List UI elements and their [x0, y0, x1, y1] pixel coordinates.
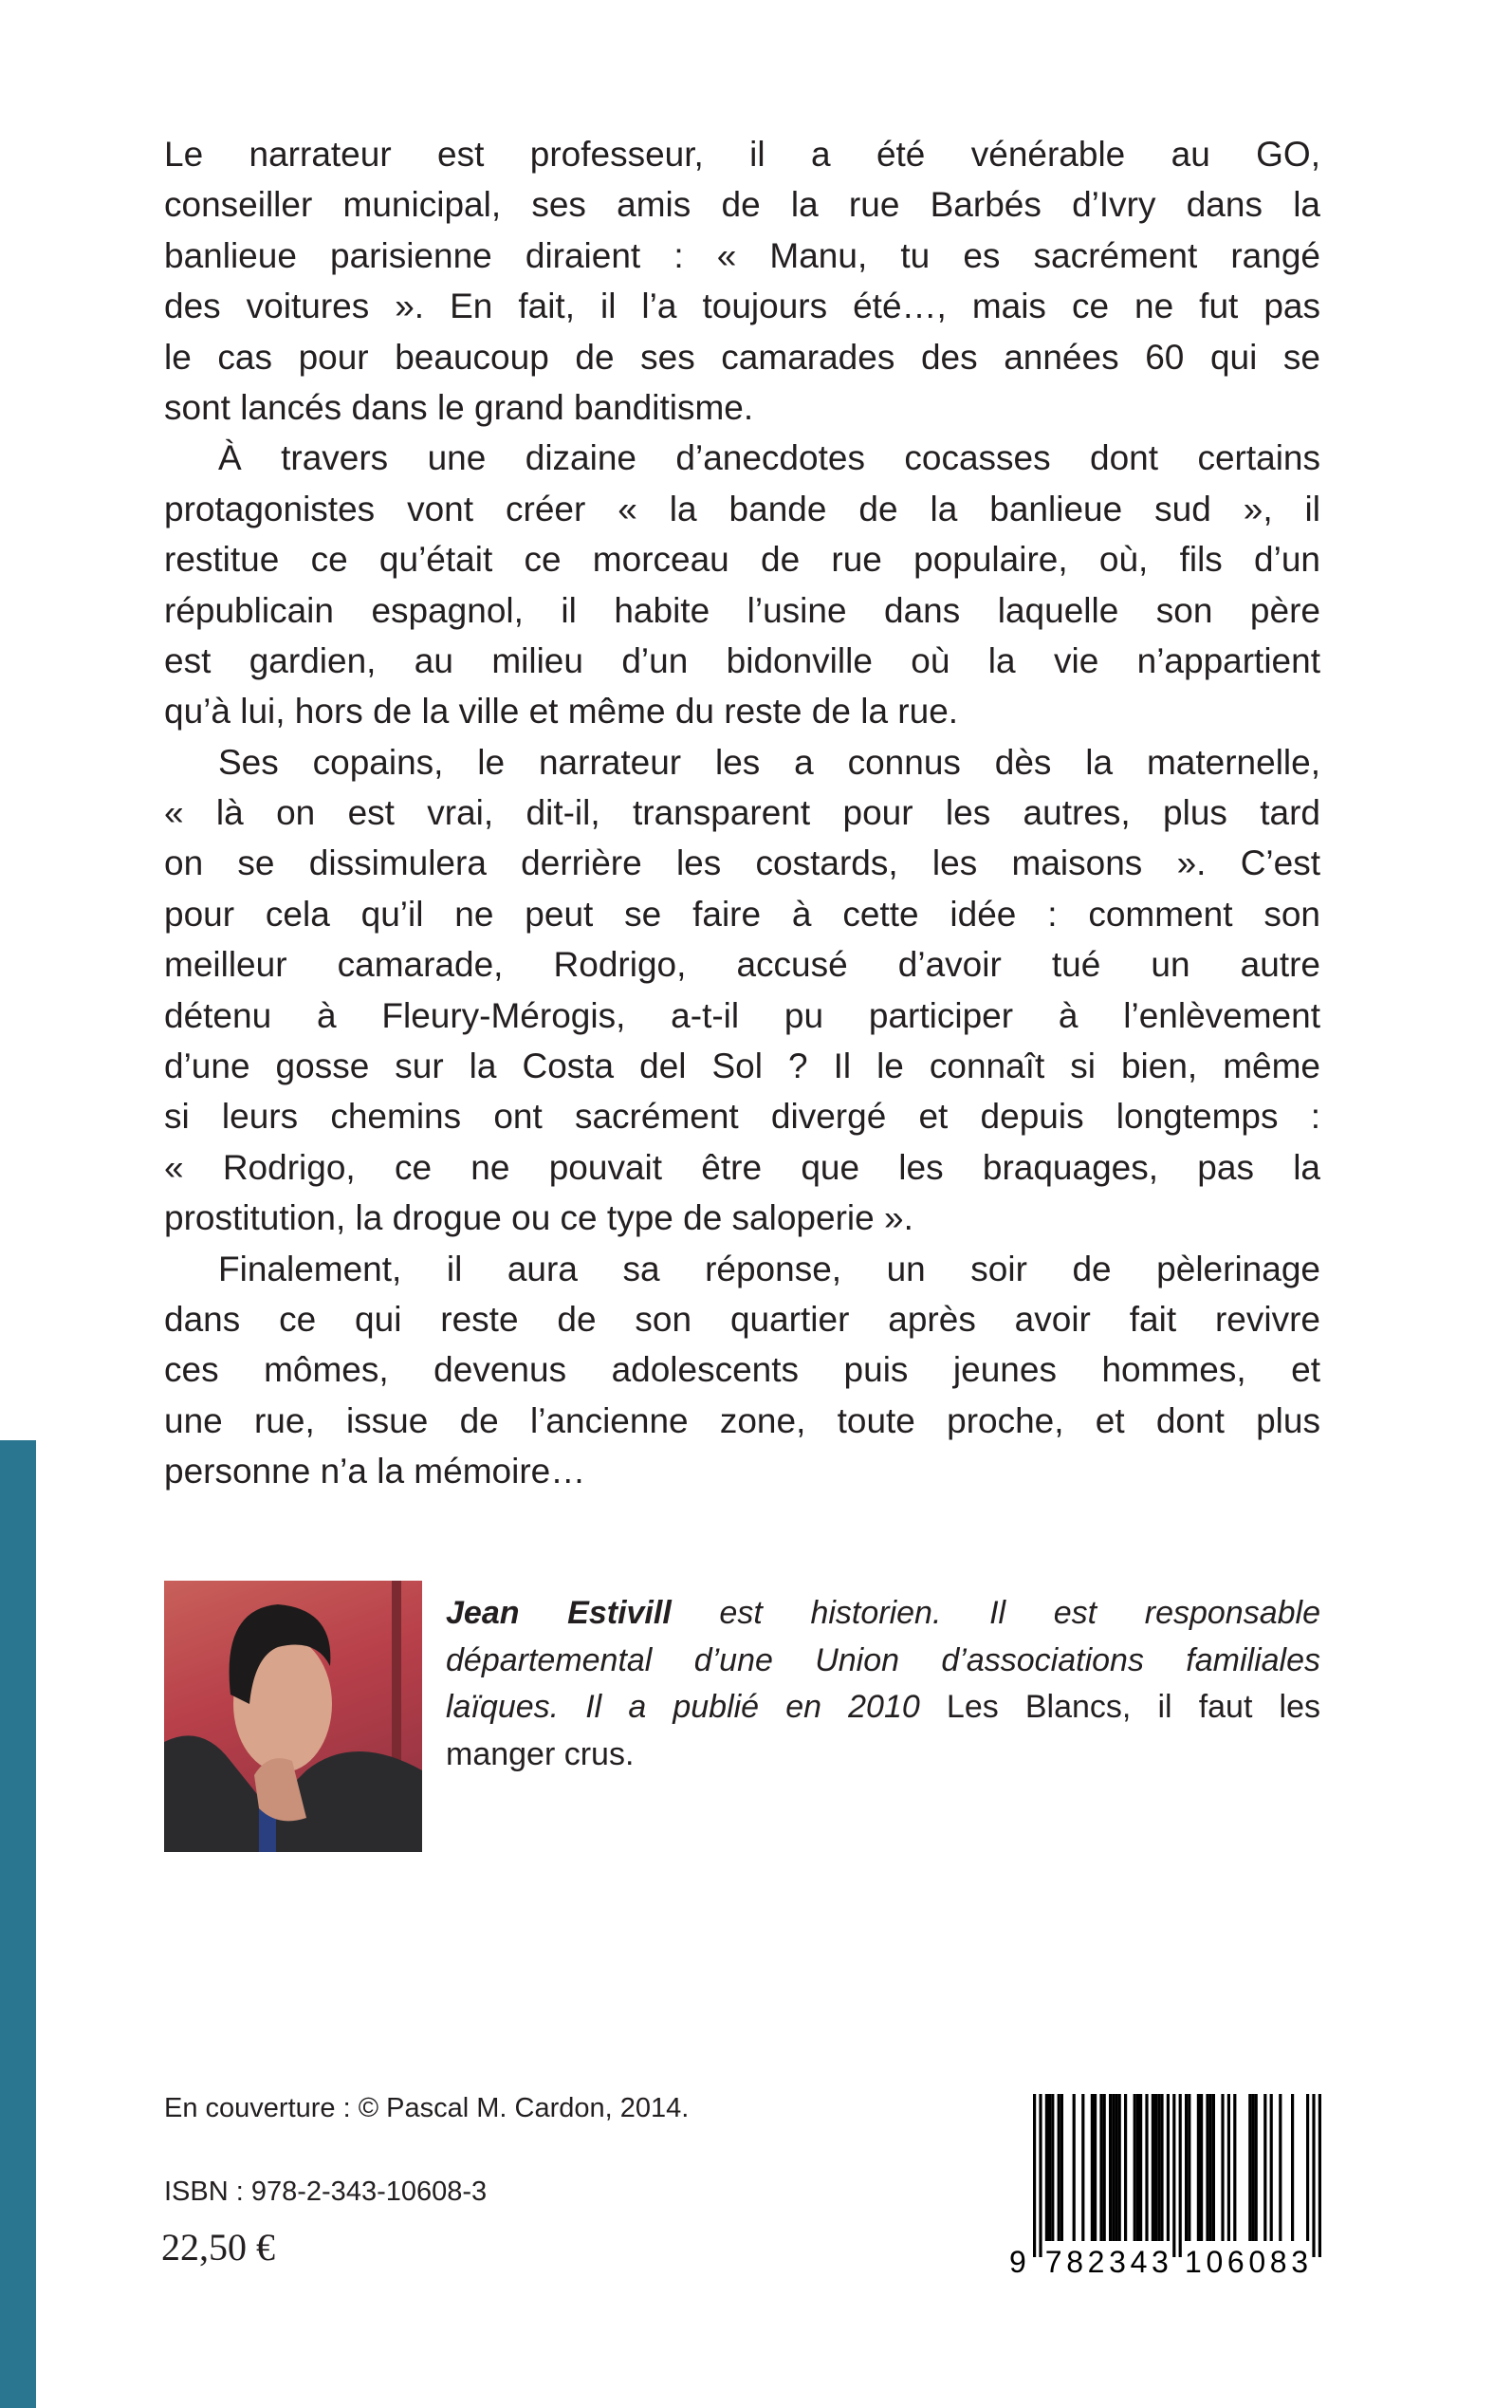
barcode-bar — [1279, 2094, 1282, 2241]
blurb-line: ces mômes, devenus adolescents puis jeunes hommes, et — [164, 1350, 1320, 1390]
barcode-bar — [1318, 2094, 1321, 2257]
back-cover-blurb — [164, 129, 1320, 1497]
barcode-bar — [1039, 2094, 1042, 2257]
bio-text: laïques. Il a publié en 2010 — [446, 1689, 947, 1725]
barcode-bar — [1136, 2094, 1139, 2241]
blurb-line: prostitution, la drogue ou ce type de saloperie ». — [164, 1198, 913, 1238]
author-name: Jean Estivill — [446, 1595, 672, 1631]
spine-color-bar — [0, 1440, 36, 2408]
blurb-line: « Rodrigo, ce ne pouvait être que les braquages, pas la — [164, 1147, 1320, 1187]
barcode-bar — [1048, 2094, 1051, 2241]
blurb-line: sont lancés dans le grand banditisme. — [164, 387, 754, 427]
barcode-bar — [1058, 2094, 1060, 2241]
barcode-digits: 9 — [1009, 2245, 1026, 2279]
barcode-bar — [1099, 2094, 1102, 2241]
barcode-bar — [1212, 2094, 1215, 2241]
book-title: manger crus — [446, 1735, 625, 1772]
barcode-bar — [1197, 2094, 1200, 2241]
barcode-bar — [1051, 2094, 1054, 2241]
author-bio — [446, 1590, 1320, 1778]
blurb-line: une rue, issue de l’ancienne zone, toute proche, et dont plus — [164, 1400, 1320, 1440]
book-title: Les Blancs, il faut les — [946, 1689, 1320, 1725]
blurb-line: conseiller municipal, ses amis de la rue Barbés d’Ivry dans la — [164, 185, 1320, 225]
blurb-line: À travers une dizaine d’anecdotes cocasses dont certains — [218, 438, 1320, 478]
bio-text: est historien. Il est responsable — [671, 1595, 1320, 1631]
barcode-bar — [1255, 2094, 1258, 2241]
author-photo — [164, 1581, 422, 1852]
barcode-bar — [1139, 2094, 1142, 2241]
barcode-bar — [1291, 2094, 1294, 2241]
bio-line — [446, 1684, 1320, 1732]
blurb-line: protagonistes vont créer « la bande de la banlieue sud », il — [164, 489, 1320, 528]
bio-line: départemental d’une Union d’associations familiales — [446, 1641, 1320, 1678]
barcode-bar — [1154, 2094, 1157, 2241]
blurb-line: Finalement, il aura sa réponse, un soir de pèlerinage — [218, 1249, 1320, 1288]
blurb-line: Le narrateur est professeur, il a été vénérable au GO, — [164, 135, 1320, 174]
blurb-line: meilleur camarade, Rodrigo, accusé d’avoir tué un autre — [164, 945, 1320, 985]
blurb-line: qu’à lui, hors de la ville et même du reste de la rue. — [164, 692, 959, 732]
barcode-digits: 106083 — [1185, 2245, 1308, 2279]
barcode-bar — [1251, 2094, 1254, 2241]
blurb-line: pour cela qu’il ne peut se faire à cette idée : comment son — [164, 894, 1320, 934]
blurb-line: banlieue parisienne diraient : « Manu, tu es sacrément rangé — [164, 235, 1320, 275]
blurb-line: d’une gosse sur la Costa del Sol ? Il le connaît si bien, même — [164, 1047, 1320, 1086]
isbn: ISBN : 978-2-343-10608-3 — [164, 2176, 488, 2207]
barcode-bar — [1094, 2094, 1097, 2241]
barcode-bar — [1221, 2094, 1224, 2241]
ean13-barcode — [1007, 2092, 1330, 2282]
barcode-bar — [1160, 2094, 1163, 2241]
barcode-bar — [1157, 2094, 1160, 2241]
blurb-line: restitue ce qu’était ce morceau de rue populaire, où, fils d’un — [164, 540, 1320, 580]
barcode-bar — [1109, 2094, 1112, 2241]
barcode-digits: 782343 — [1044, 2245, 1169, 2279]
barcode-bar — [1227, 2094, 1230, 2241]
barcode-bar — [1152, 2094, 1154, 2241]
barcode-bar — [1263, 2094, 1266, 2241]
barcode-bar — [1124, 2094, 1127, 2241]
blurb-line: personne n’a la mémoire… — [164, 1452, 586, 1491]
barcode-bar — [1045, 2094, 1048, 2241]
barcode-bar — [1206, 2094, 1208, 2241]
blurb-line: « là on est vrai, dit-il, transparent pour les autres, plus tard — [164, 793, 1320, 833]
barcode-bar — [1185, 2094, 1188, 2241]
barcode-bar — [1172, 2094, 1175, 2257]
price: 22,50 € — [161, 2226, 275, 2269]
blurb-line: le cas pour beaucoup de ses camarades des années 60 qui se — [164, 337, 1320, 377]
blurb-line: Ses copains, le narrateur les a connus dès la maternelle, — [218, 742, 1320, 782]
barcode-bar — [1200, 2094, 1203, 2241]
barcode-bar — [1179, 2094, 1182, 2257]
barcode-bar — [1112, 2094, 1115, 2241]
bio-line — [446, 1732, 1320, 1779]
barcode-bar — [1134, 2094, 1136, 2241]
blurb-line: des voitures ». En fait, il l’a toujours été…, mais ce ne fut pas — [164, 287, 1320, 326]
blurb-line: détenu à Fleury-Mérogis, a-t-il pu participer à l’enlèvement — [164, 995, 1320, 1035]
barcode-bar — [1103, 2094, 1106, 2241]
barcode-bar — [1209, 2094, 1212, 2241]
barcode-bar — [1118, 2094, 1121, 2241]
barcode-bar — [1145, 2094, 1148, 2241]
blurb-line: si leurs chemins ont sacrément divergé et depuis longtemps : — [164, 1097, 1320, 1137]
barcode-bar — [1188, 2094, 1190, 2241]
blurb-line: dans ce qui reste de son quartier après avoir fait revivre — [164, 1299, 1320, 1339]
barcode-bar — [1248, 2094, 1251, 2241]
blurb-line: est gardien, au milieu d’un bidonville où la vie n’appartient — [164, 640, 1320, 680]
barcode-bar — [1167, 2094, 1170, 2241]
barcode-bar — [1073, 2094, 1076, 2241]
barcode-bar — [1233, 2094, 1236, 2241]
blurb-line: on se dissimulera derrière les costards, les maisons ». C’est — [164, 843, 1320, 883]
barcode-bar — [1306, 2094, 1309, 2241]
barcode-bar — [1091, 2094, 1094, 2241]
bio-text: . — [624, 1735, 635, 1772]
barcode-bar — [1060, 2094, 1063, 2241]
author-portrait-illustration — [164, 1581, 422, 1852]
barcode-bar — [1033, 2094, 1036, 2257]
barcode-bar — [1081, 2094, 1084, 2241]
bio-line — [446, 1590, 1320, 1638]
barcode-bar — [1115, 2094, 1117, 2241]
barcode-bar — [1270, 2094, 1273, 2241]
blurb-line: républicain espagnol, il habite l’usine dans laquelle son père — [164, 590, 1320, 630]
barcode-bar — [1312, 2094, 1315, 2257]
cover-credit: En couverture : © Pascal M. Cardon, 2014. — [164, 2093, 690, 2123]
